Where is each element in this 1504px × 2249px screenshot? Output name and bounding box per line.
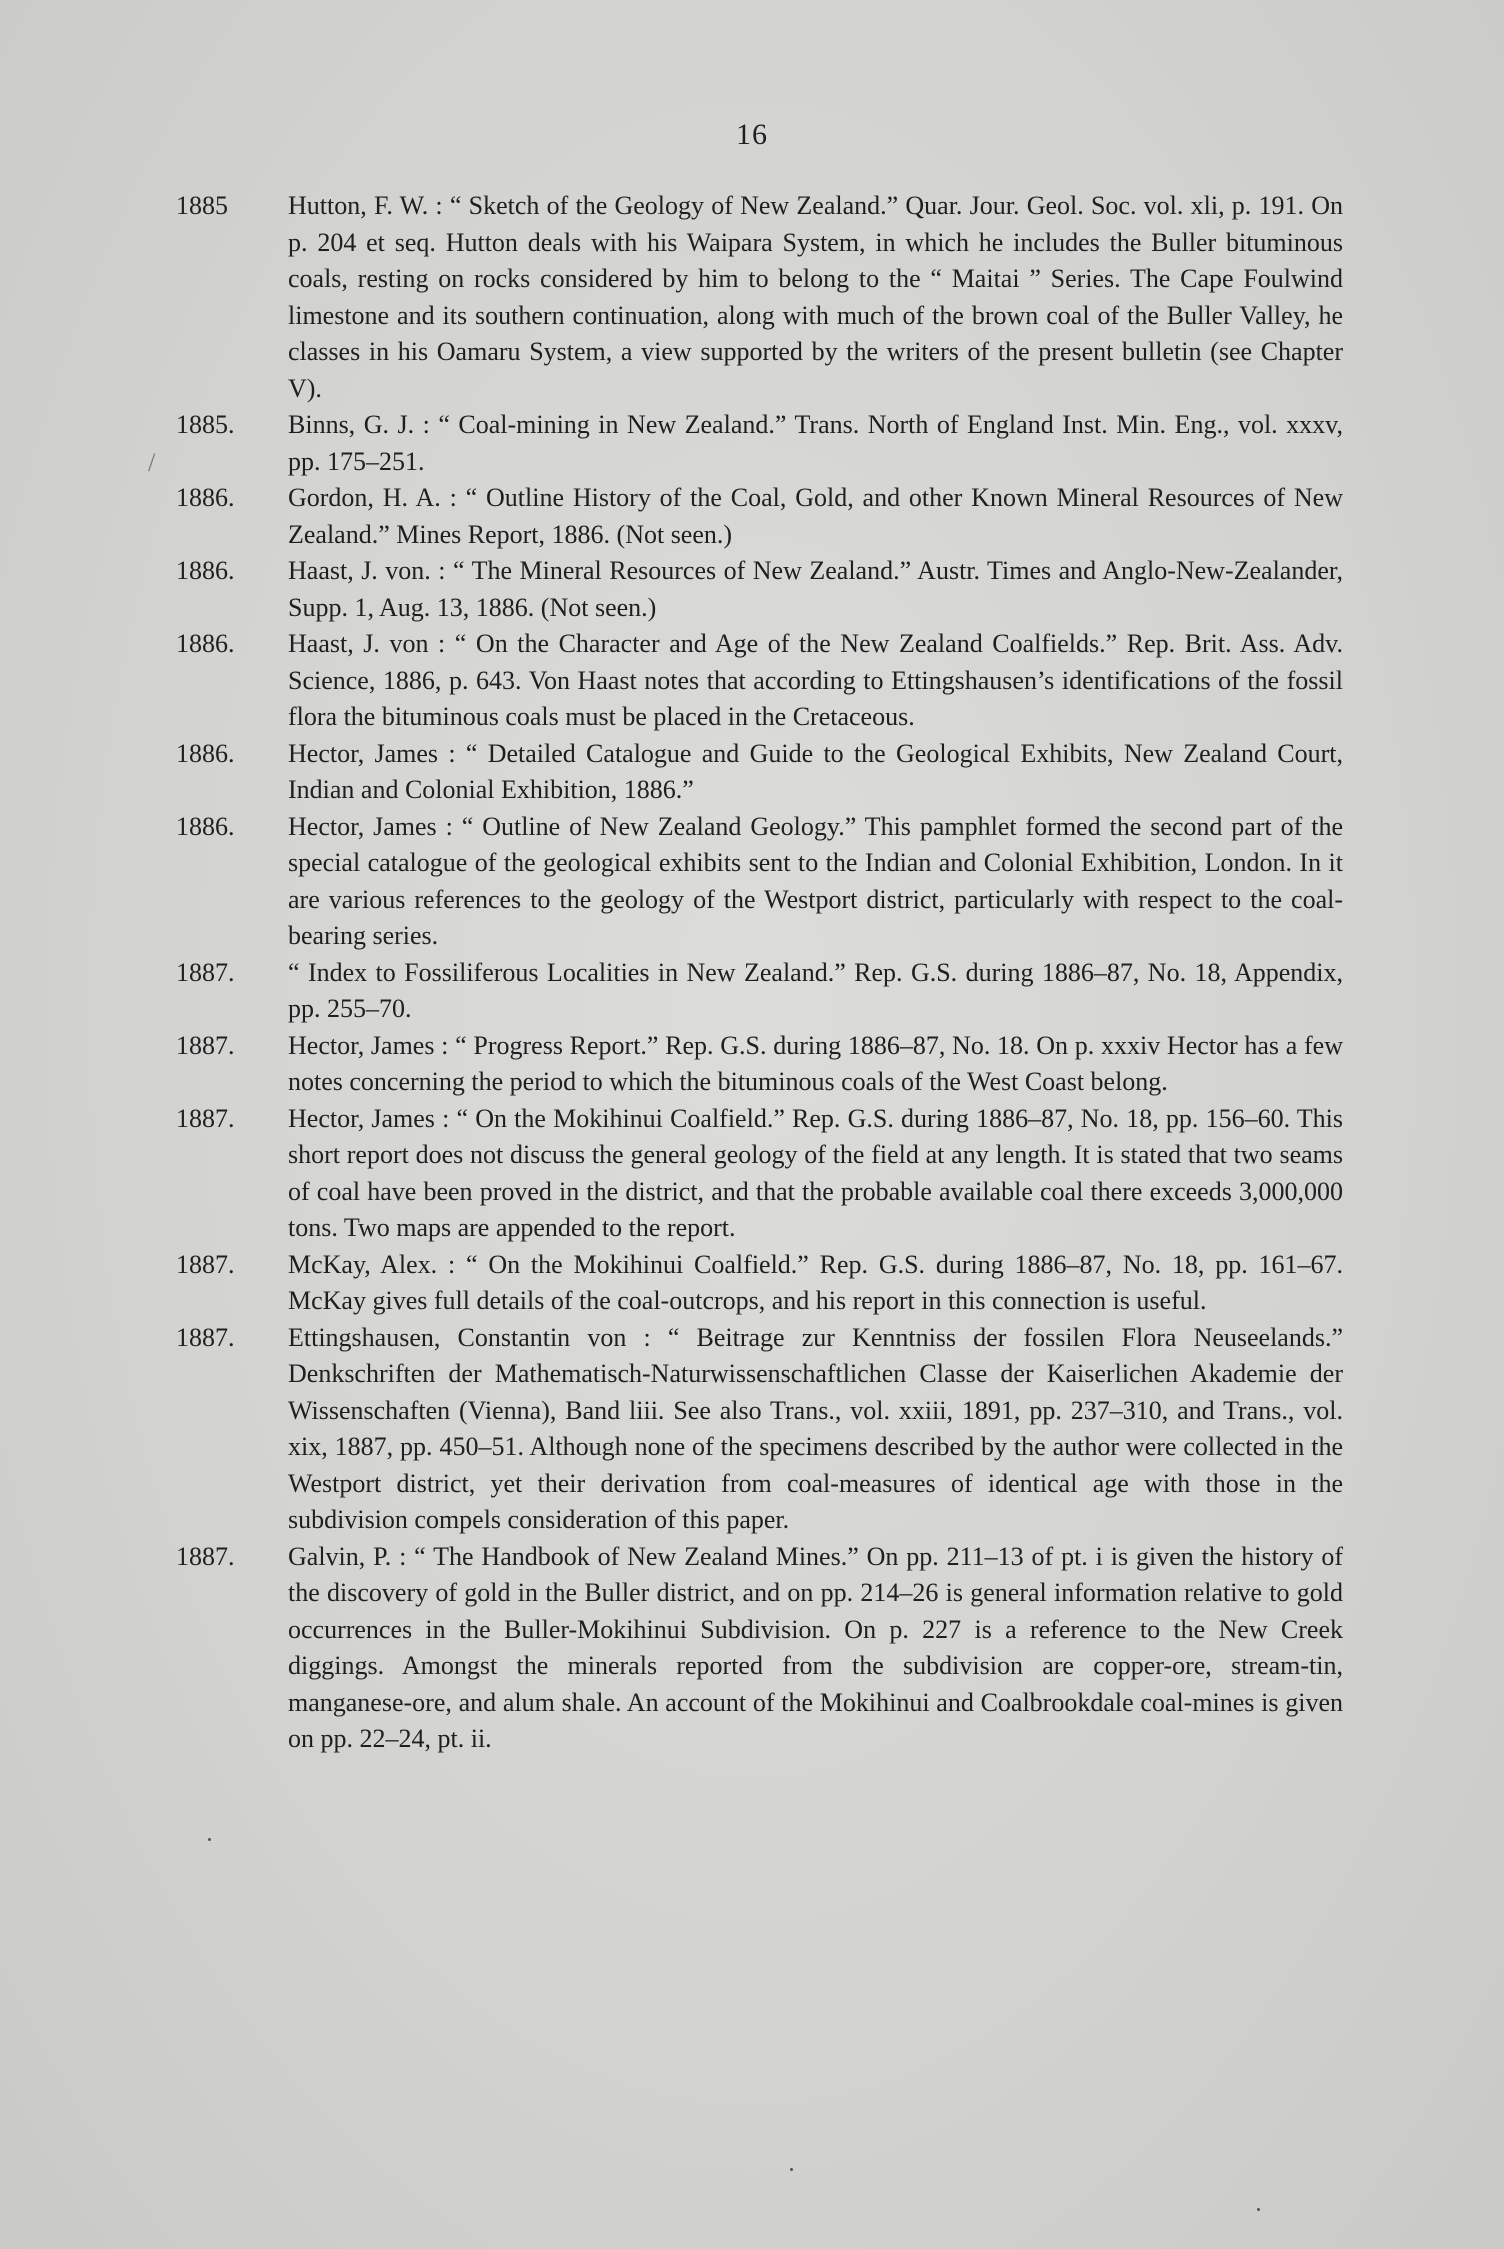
entry-text: Binns, G. J. : “ Coal-mining in New Zealand.” Trans. North of England Inst. Min. Eng., vol. xxxv, pp. 175–251.: [288, 410, 1343, 476]
entry-year: 1886.: [176, 738, 235, 768]
entry-text: Hector, James : “ Outline of New Zealand Geology.” This pamphlet formed the second part of the special catalogue of the geological exhibits sent to the Indian and Colonial Exhibition, London. In it are various references to the geology of the Westport district, particularly with respect to the coal-bearing series.: [288, 811, 1343, 950]
entry-text: Gordon, H. A. : “ Outline History of the Coal, Gold, and other Known Mineral Resources of New Zealand.” Mines Report, 1886. (Not seen.): [288, 483, 1343, 549]
bibliography-entry: [168, 188, 1343, 407]
bibliography-entry: [168, 480, 1343, 553]
bibliography-entry: [168, 736, 1343, 809]
entry-text: Galvin, P. : “ The Handbook of New Zealand Mines.” On pp. 211–13 of pt. i is given the history of the discovery of gold in the Buller district, and on pp. 214–26 is general information relative to gold occurrences in the Buller-Mokihinui Subdivision. On p. 227 is a reference to the New Creek diggings. Amongst the minerals reported from the subdivision are copper-ore, stream-tin, manganese-ore, and alum shale. An account of the Mokihinui and Coalbrookdale coal-mines is given on pp. 22–24, pt. ii.: [288, 1541, 1343, 1753]
paper-speck: [1257, 2208, 1260, 2211]
bibliography-entry: [168, 955, 1343, 1028]
entry-text: Hutton, F. W. : “ Sketch of the Geology of New Zealand.” Quar. Jour. Geol. Soc. vol. xli, p. 191. On p. 204 et seq. Hutton deals with his Waipara System, in which he includes the Buller bituminous coals, resting on rocks considered by him to belong to the “ Maitai ” Series. The Cape Foulwind limestone and its southern continuation, along with much of the brown coal of the Buller Valley, he classes in his Oamaru System, a view supported by the writers of the present bulletin (see Chapter V).: [288, 191, 1343, 403]
bibliography-entry: [168, 1101, 1343, 1247]
entry-text: Hector, James : “ On the Mokihinui Coalfield.” Rep. G.S. during 1886–87, No. 18, pp. 156–60. This short report does not discuss the general geology of the field at any length. It is stated that two seams of coal have been proved in the district, and that the probable available coal there exceeds 3,000,000 tons. Two maps are appended to the report.: [288, 1103, 1343, 1242]
entry-year: 1887.: [176, 1541, 235, 1571]
entry-text: Hector, James : “ Detailed Catalogue and Guide to the Geological Exhibits, New Zealand Court, Indian and Colonial Exhibition, 1886.”: [288, 738, 1343, 804]
entry-year: 1886.: [176, 629, 235, 658]
entry-year: 1886.: [176, 556, 235, 585]
entry-text: Haast, J. von. : “ The Mineral Resources of New Zealand.” Austr. Times and Anglo-New-Zealander, Supp. 1, Aug. 13, 1886. (Not seen.): [288, 556, 1343, 622]
entry-year: 1886.: [176, 483, 235, 512]
entry-text: Hector, James : “ Progress Report.” Rep. G.S. during 1886–87, No. 18. On p. xxxiv Hector has a few notes concerning the period to which the bituminous coals of the West Coast belong.: [288, 1030, 1343, 1096]
bibliography-entry: [168, 809, 1343, 955]
entry-year: 1887.: [176, 957, 235, 987]
paper-speck: [208, 1838, 211, 1841]
paper-speck: [790, 2168, 793, 2171]
bibliography-list: [168, 188, 1343, 1758]
page-number: 16: [736, 118, 768, 151]
bibliography-entry: [168, 1320, 1343, 1539]
bibliography-entry: [168, 1539, 1343, 1758]
entry-text: Ettingshausen, Constantin von : “ Beitrage zur Kenntniss der fossilen Flora Neuseelands.” Denkschriften der Mathematisch-Naturwissenschaftlichen Classe der Kaiserlichen Akademie der Wissenschaften (Vienna), Band liii. See also Trans., vol. xxiii, 1891, pp. 237–310, and Trans., vol. xix, 1887, pp. 450–51. Although none of the specimens described by the author were collected in the Westport district, yet their derivation from coal-measures of identical age with those in the subdivision compels consideration of this paper.: [288, 1322, 1343, 1534]
entry-year: 1886.: [176, 811, 235, 841]
bibliography-entry: [168, 407, 1343, 480]
bibliography-entry: [168, 1247, 1343, 1320]
bibliography-entry: [168, 1028, 1343, 1101]
margin-tick-mark: /: [148, 448, 156, 477]
entry-year: 1887.: [176, 1103, 235, 1133]
entry-text: Haast, J. von : “ On the Character and Age of the New Zealand Coalfields.” Rep. Brit. Ass. Adv. Science, 1886, p. 643. Von Haast notes that according to Ettingshausen’s identifications of the fossil flora the bituminous coals must be placed in the Cretaceous.: [288, 629, 1343, 731]
entry-year: 1885.: [176, 410, 235, 439]
bibliography-entry: [168, 553, 1343, 626]
bibliography-entry: [168, 626, 1343, 736]
entry-text: “ Index to Fossiliferous Localities in New Zealand.” Rep. G.S. during 1886–87, No. 18, Appendix, pp. 255–70.: [288, 957, 1343, 1023]
entry-text: McKay, Alex. : “ On the Mokihinui Coalfield.” Rep. G.S. during 1886–87, No. 18, pp. 161–67. McKay gives full details of the coal-outcrops, and his report in this connection is useful.: [288, 1249, 1343, 1315]
entry-year: 1887.: [176, 1322, 235, 1352]
entry-year: 1887.: [176, 1030, 235, 1060]
entry-year: 1887.: [176, 1249, 235, 1279]
entry-year: 1885: [176, 191, 228, 220]
